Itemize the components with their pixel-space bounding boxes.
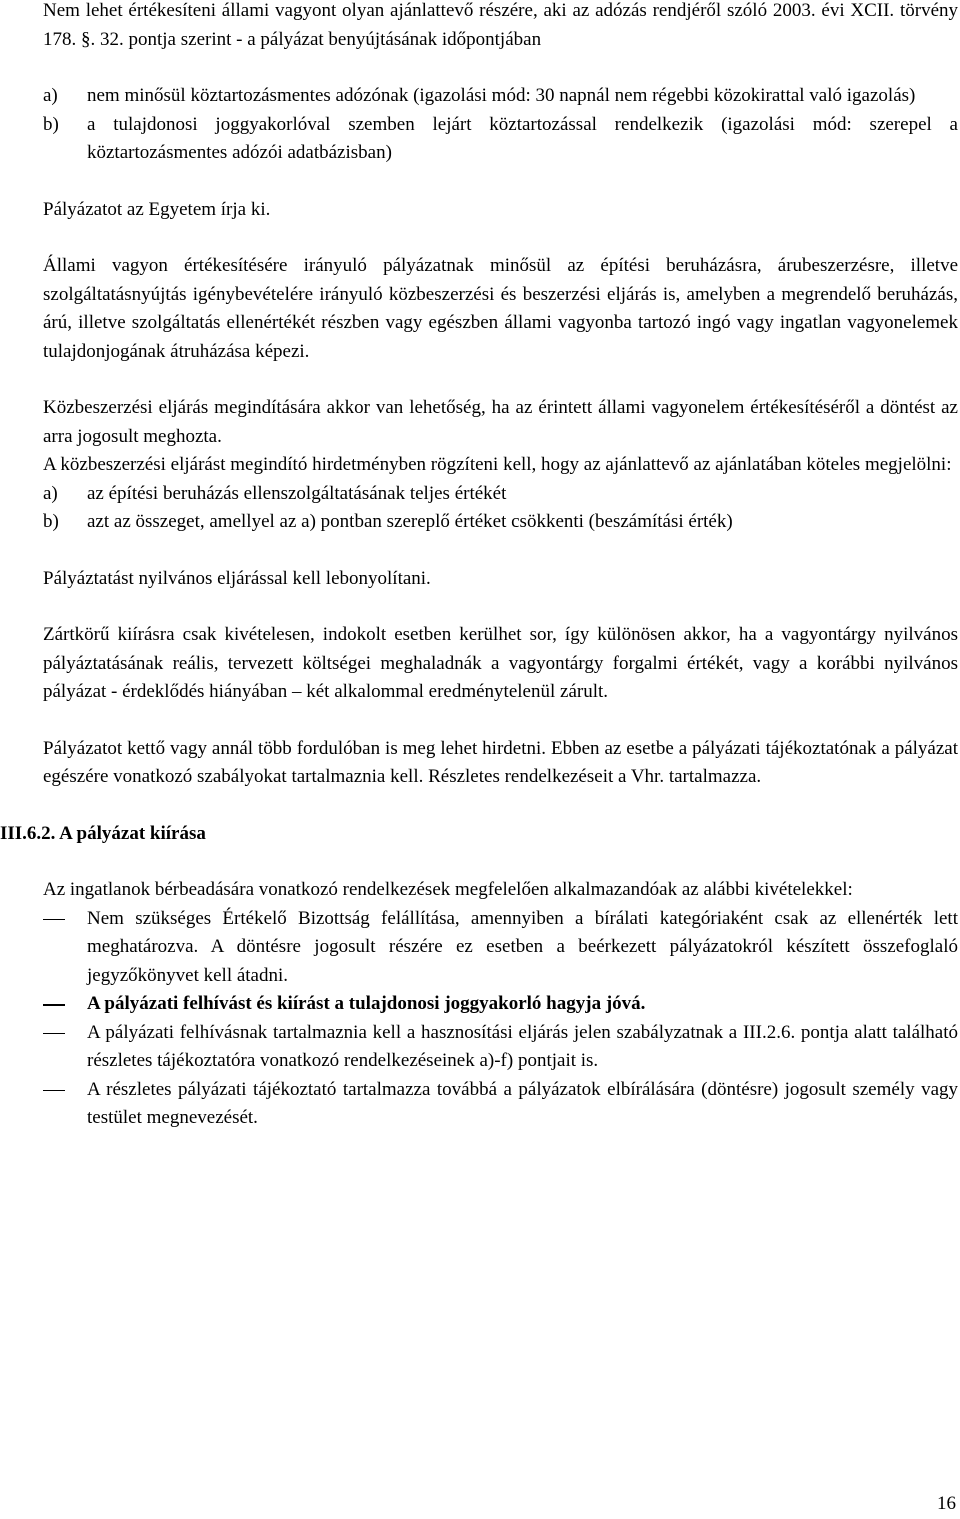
list-marker: a) [43,85,58,106]
paragraph-fordulo: Pályázatot kettő vagy annál több fordulóban is meg lehet hirdetni. Ebben az esetbe a pályázati tájékoztatónak a pályázat egészére vonatkozó szabályokat tartalmaznia kell. Részletes rendelkezéseit a Vhr. tartalmazza. [43,737,958,787]
dash-item-1 [43,905,958,991]
dash-item-4 [43,1076,958,1133]
paragraph-ingatlan: Az ingatlanok bérbeadására vonatkozó rendelkezések megfelelően alkalmazandóak az alábbi kivételekkel: [43,879,853,900]
dash-item-text: A részletes pályázati tájékoztató tartalmazza továbbá a pályázatok elbírálására (döntésre) jogosult személy vagy testület megnevezését. [87,1078,958,1128]
intro-item-a [43,82,958,111]
dash-marker [43,1076,87,1133]
dash-item-text: A pályázati felhívásnak tartalmaznia kell a hasznosítási eljárás jelen szabályzatnak a III.2.6. pontja alatt található részletes tájékoztatóra vonatkozó rendelkezéseinek a)-f) pontjait is. [87,1021,958,1071]
list-marker: b) [43,113,59,135]
dash-item-2 [43,990,958,1019]
dash-item-text: Nem szükséges Értékelő Bizottság felállítása, amennyiben a bírálati kategóriaként csak az ellenérték lett meghatározva. A döntésre jogosult részére ez esetben a beérkezett pályázatokról készített összefoglaló jegyzőkönyvet kell átadni. [87,907,958,986]
paragraph-nyilvanos: Pályáztatást nyilvános eljárással kell lebonyolítani. [43,567,431,589]
list-item-text: nem minősül köztartozásmentes adózónak (igazolási mód: 30 napnál nem régebbi közokirattal való igazolás) [87,85,916,106]
paragraph-allami-vagyon: Állami vagyon értékesítésére irányuló pályázatnak minősül az építési beruházásra, árubeszerzésre, illetve szolgáltatásnyújtás igénybevételére irányuló közbeszerzési és beszerzési eljárás is, amelyben a megrendelő beruházás, árú, illetve szolgáltatás ellenértékét részben vagy egészben állami vagyonba tartozó ingó vagy ingatlan vagyonelemek tulajdonjogának átruházása képezi. [43,255,958,362]
list-marker: b) [43,511,59,532]
list-item-text: a tulajdonosi joggyakorlóval szemben lejárt köztartozással rendelkezik (igazolási mód: szerepel a köztartozásmentes adózói adatbázisban) [87,113,958,163]
hirdetmeny-item-b [43,508,958,537]
intro-paragraph: Nem lehet értékesíteni állami vagyont olyan ajánlattevő részére, aki az adózás rendjéről szóló 2003. évi XCII. törvény 178. §. 32. pontja szerint - a pályázat benyújtásának időpontjában [43,0,958,50]
section-heading: III.6.2. A pályázat kiírása [0,822,206,844]
list-marker: a) [43,482,58,504]
dash-marker [43,905,87,991]
intro-item-b [43,111,958,168]
dash-item-3 [43,1019,958,1076]
dash-marker [43,990,87,1019]
paragraph-hirdetmeny: A közbeszerzési eljárást megindító hirdetményben rögzíteni kell, hogy az ajánlattevő az ajánlatában köteles megjelölni: [43,454,952,475]
list-item-text: azt az összeget, amellyel az a) pontban szereplő értéket csökkenti (beszámítási érték) [87,511,733,532]
dash-item-text: A pályázati felhívást és kiírást a tulajdonosi joggyakorló hagyja jóvá. [87,993,646,1014]
paragraph-kozbeszerzesi: Közbeszerzési eljárás megindítására akkor van lehetőség, ha az érintett állami vagyonelem értékesítéséről a döntést az arra jogosult meghozta. [43,397,958,447]
page-number: 16 [937,1493,956,1514]
paragraph-zartkoru: Zártkörű kiírásra csak kivételesen, indokolt esetben kerülhet sor, így különösen akkor, ha a vagyontárgy nyilvános pályáztatásának reális, tervezett költségei meghaladnák a vagyontárgy forgalmi értékét, vagy a korábbi nyilvános pályázat - érdeklődés hiányában – két alkalommal eredménytelenül zárult. [43,624,958,702]
hirdetmeny-item-a [43,480,958,509]
list-item-text: az építési beruházás ellenszolgáltatásának teljes értékét [87,482,507,504]
paragraph-egyetem: Pályázatot az Egyetem írja ki. [43,198,271,220]
dash-marker [43,1019,87,1076]
